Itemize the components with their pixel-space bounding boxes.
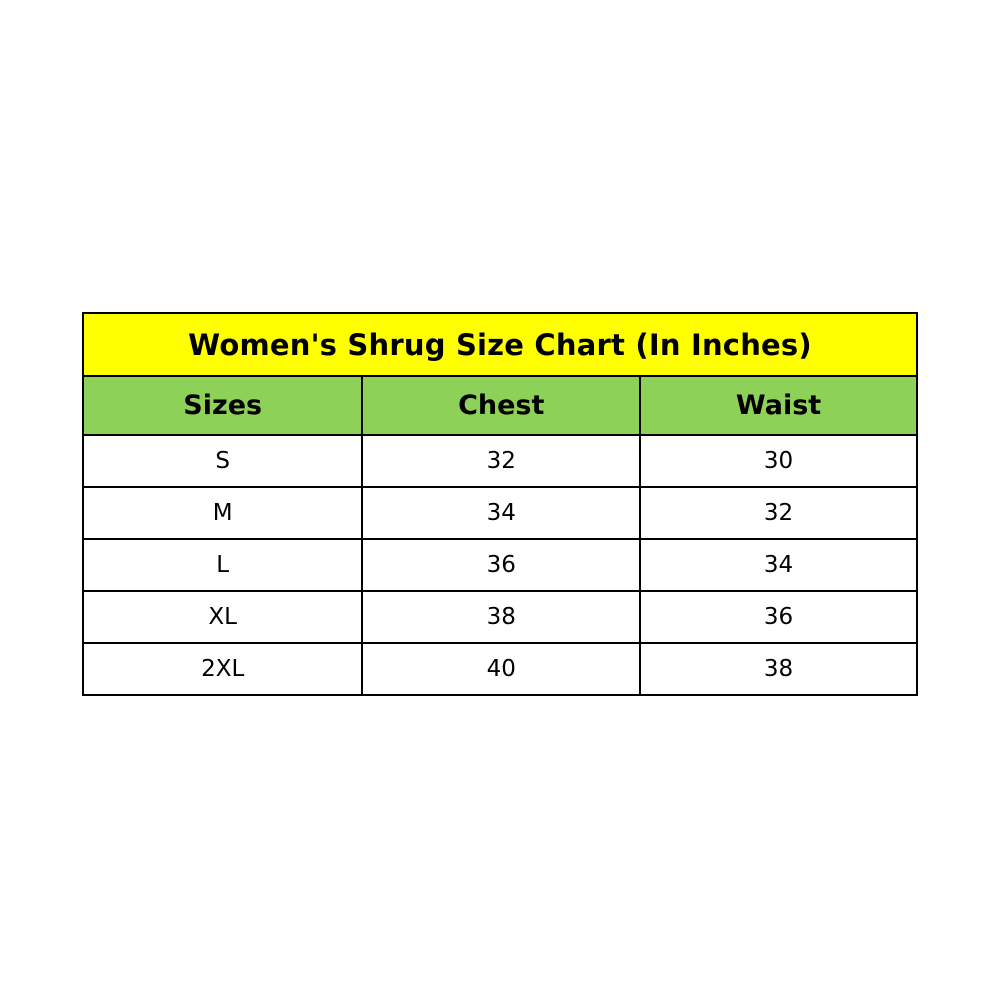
size-chart-container (82, 312, 918, 696)
cell-waist: 32 (640, 487, 917, 539)
column-header-waist: Waist (640, 376, 917, 435)
table-row (83, 591, 917, 643)
table-header-row (83, 376, 917, 435)
table-row (83, 539, 917, 591)
cell-waist: 34 (640, 539, 917, 591)
cell-chest: 32 (362, 435, 640, 487)
cell-waist: 38 (640, 643, 917, 695)
chart-title: Women's Shrug Size Chart (In Inches) (83, 313, 917, 376)
cell-chest: 36 (362, 539, 640, 591)
table-row (83, 435, 917, 487)
column-header-sizes: Sizes (83, 376, 362, 435)
cell-size: XL (83, 591, 362, 643)
cell-size: L (83, 539, 362, 591)
size-chart-table (82, 312, 918, 696)
cell-chest: 34 (362, 487, 640, 539)
cell-waist: 30 (640, 435, 917, 487)
table-row (83, 643, 917, 695)
cell-waist: 36 (640, 591, 917, 643)
cell-chest: 38 (362, 591, 640, 643)
cell-size: M (83, 487, 362, 539)
cell-chest: 40 (362, 643, 640, 695)
cell-size: 2XL (83, 643, 362, 695)
table-title-row (83, 313, 917, 376)
column-header-chest: Chest (362, 376, 640, 435)
table-row (83, 487, 917, 539)
cell-size: S (83, 435, 362, 487)
